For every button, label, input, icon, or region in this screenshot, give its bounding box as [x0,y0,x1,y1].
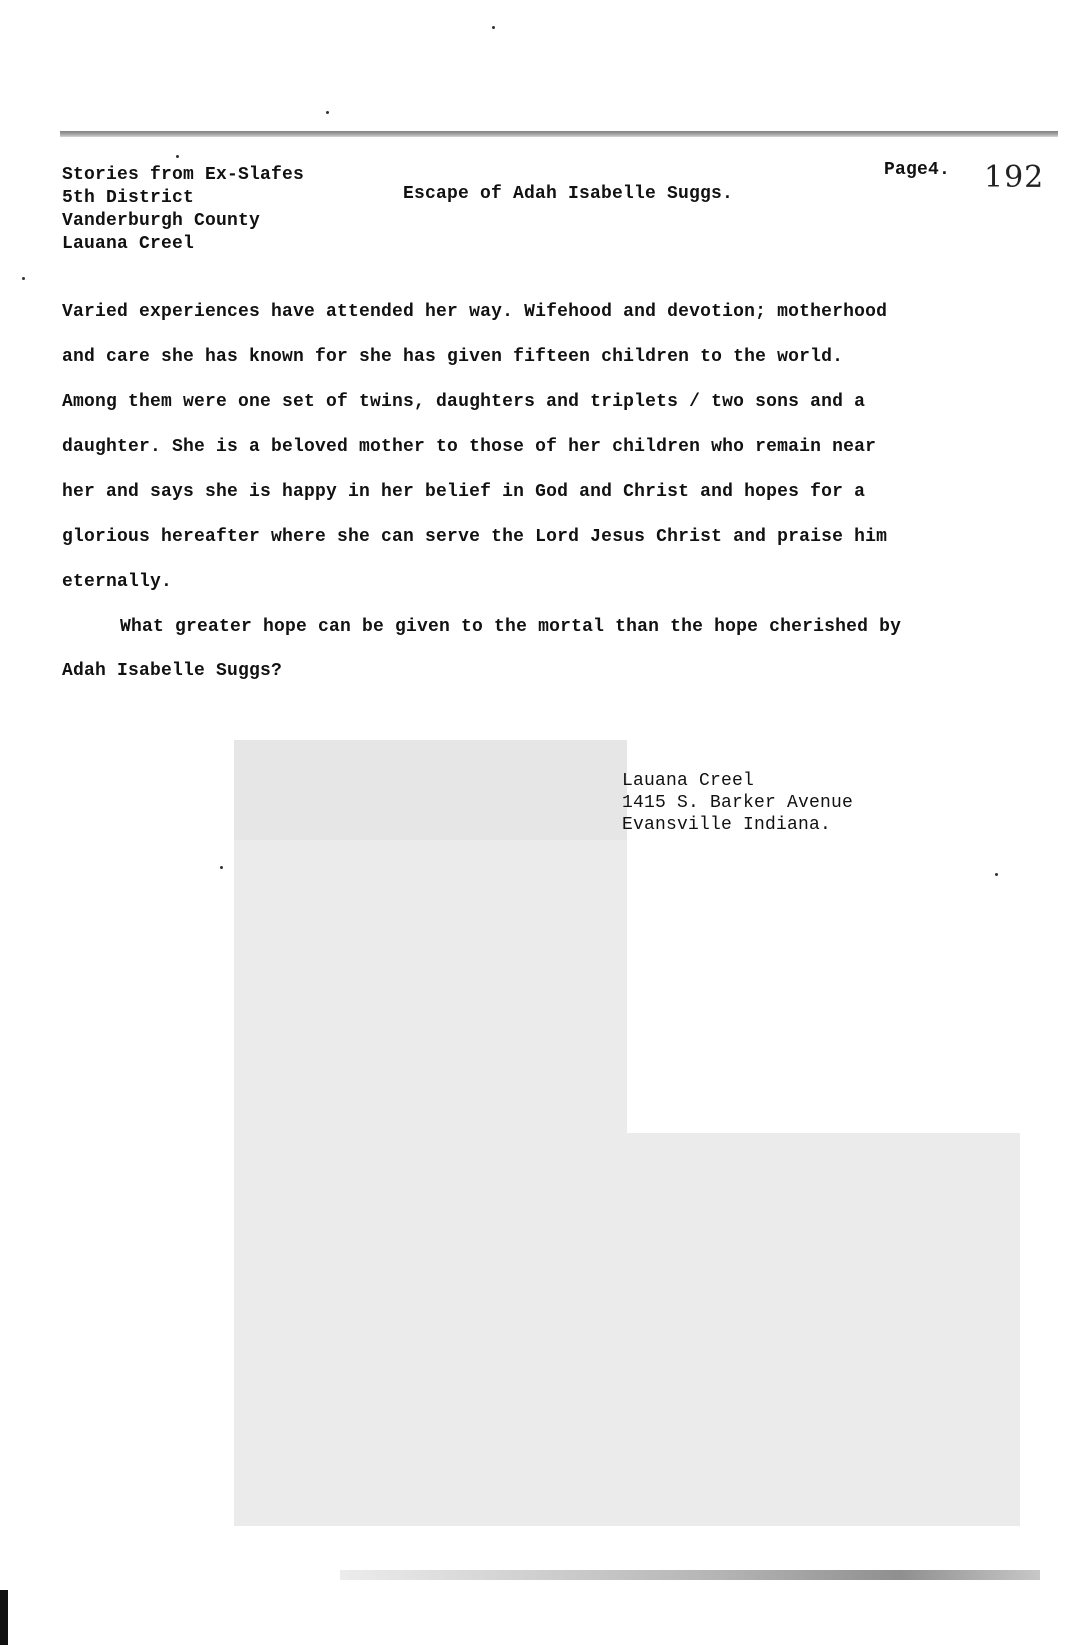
page-number: 192 [984,160,1045,195]
bottom-rule [340,1570,1040,1580]
body-line: her and says she is happy in her belief in God and Christ and hopes for a [62,482,866,502]
header-author: Lauana Creel [62,234,195,254]
body-text [62,290,962,693]
body-line: What greater hope can be given to the mortal than the hope cherished by [120,617,902,637]
body-line: eternally. [62,572,173,592]
body-line: Varied experiences have attended her way. Wifehood and devotion; motherhood [62,302,888,322]
signature-block [622,770,853,836]
signature-street: 1415 S. Barker Avenue [622,793,854,813]
signature-city: Evansville Indiana. [622,815,832,835]
header-info [62,164,304,256]
page-label: Page4. [884,160,951,180]
speck [22,277,25,280]
speck [176,155,179,158]
header-district: 5th District [62,188,195,208]
header-collection: Stories from Ex-Slafes [62,165,305,185]
body-line: glorious hereafter where she can serve the Lord Jesus Christ and praise him [62,527,888,547]
scan-edge [0,1590,8,1645]
body-line: Among them were one set of twins, daughters and triplets / two sons and a [62,392,866,412]
speck [995,873,998,876]
body-line: and care she has known for she has given fifteen children to the world. [62,347,844,367]
shaded-region [234,840,627,1133]
header-county: Vanderburgh County [62,211,261,231]
body-line: Adah Isabelle Suggs? [62,661,283,681]
body-line: daughter. She is a beloved mother to those of her children who remain near [62,437,877,457]
speck [326,111,329,114]
top-rule [60,131,1058,137]
signature-name: Lauana Creel [622,771,755,791]
document-title: Escape of Adah Isabelle Suggs. [403,184,734,204]
speck [220,866,223,869]
shaded-region [234,740,627,840]
speck [492,26,495,29]
shaded-region [234,1133,1020,1526]
